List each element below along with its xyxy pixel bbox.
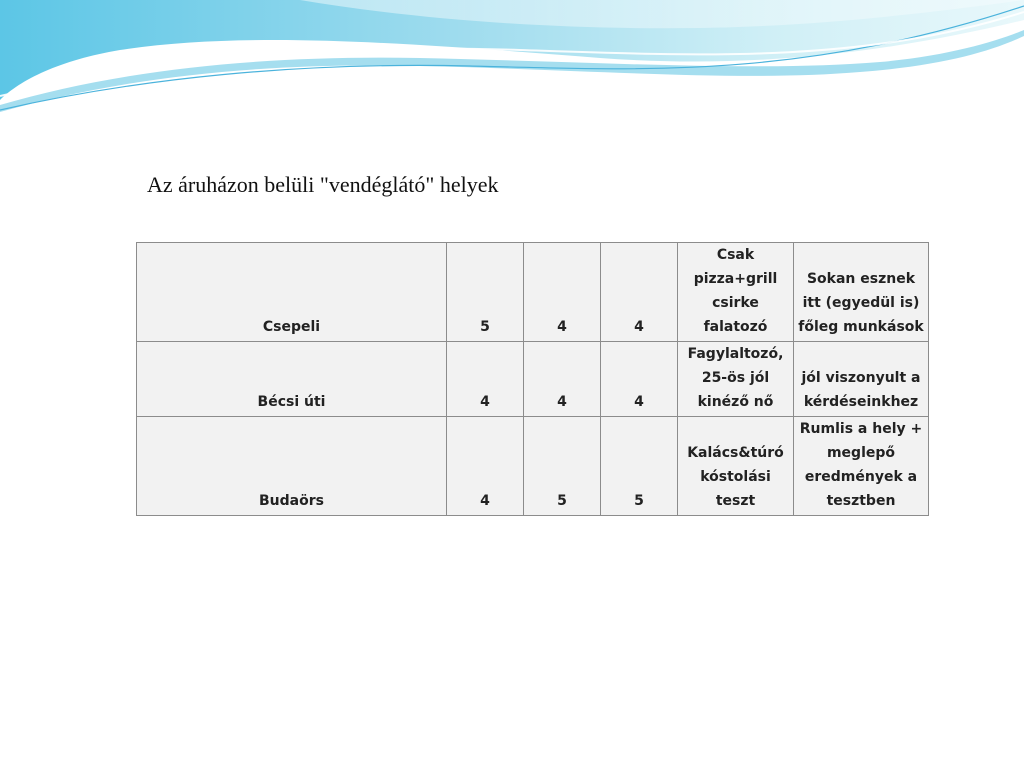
score-cell: 4: [447, 417, 524, 516]
score-cell: 4: [524, 243, 601, 342]
table-row: [137, 342, 929, 417]
comment-cell: Rumlis a hely + meglepő eredmények a tesztben: [794, 417, 929, 516]
score-cell: 4: [447, 342, 524, 417]
location-name-cell: Bécsi úti: [137, 342, 447, 417]
comment-cell: Sokan esznek itt (egyedül is) főleg munkások: [794, 243, 929, 342]
score-cell: 4: [601, 342, 678, 417]
place-description-cell: Fagylaltozó, 25-ös jól kinéző nő: [678, 342, 794, 417]
place-description-cell: Kalács&túró kóstolási teszt: [678, 417, 794, 516]
table-row: [137, 243, 929, 342]
table-row: [137, 417, 929, 516]
score-cell: 5: [524, 417, 601, 516]
location-name-cell: Csepeli: [137, 243, 447, 342]
score-cell: 5: [447, 243, 524, 342]
slide-title: Az áruházon belüli "vendéglátó" helyek: [147, 172, 499, 197]
score-cell: 4: [601, 243, 678, 342]
header-wave-decoration: [0, 0, 1024, 120]
place-description-cell: Csak pizza+grill csirke falatozó: [678, 243, 794, 342]
score-cell: 4: [524, 342, 601, 417]
score-cell: 5: [601, 417, 678, 516]
location-name-cell: Budaörs: [137, 417, 447, 516]
comment-cell: jól viszonyult a kérdéseinkhez: [794, 342, 929, 417]
locations-table: [136, 242, 929, 516]
